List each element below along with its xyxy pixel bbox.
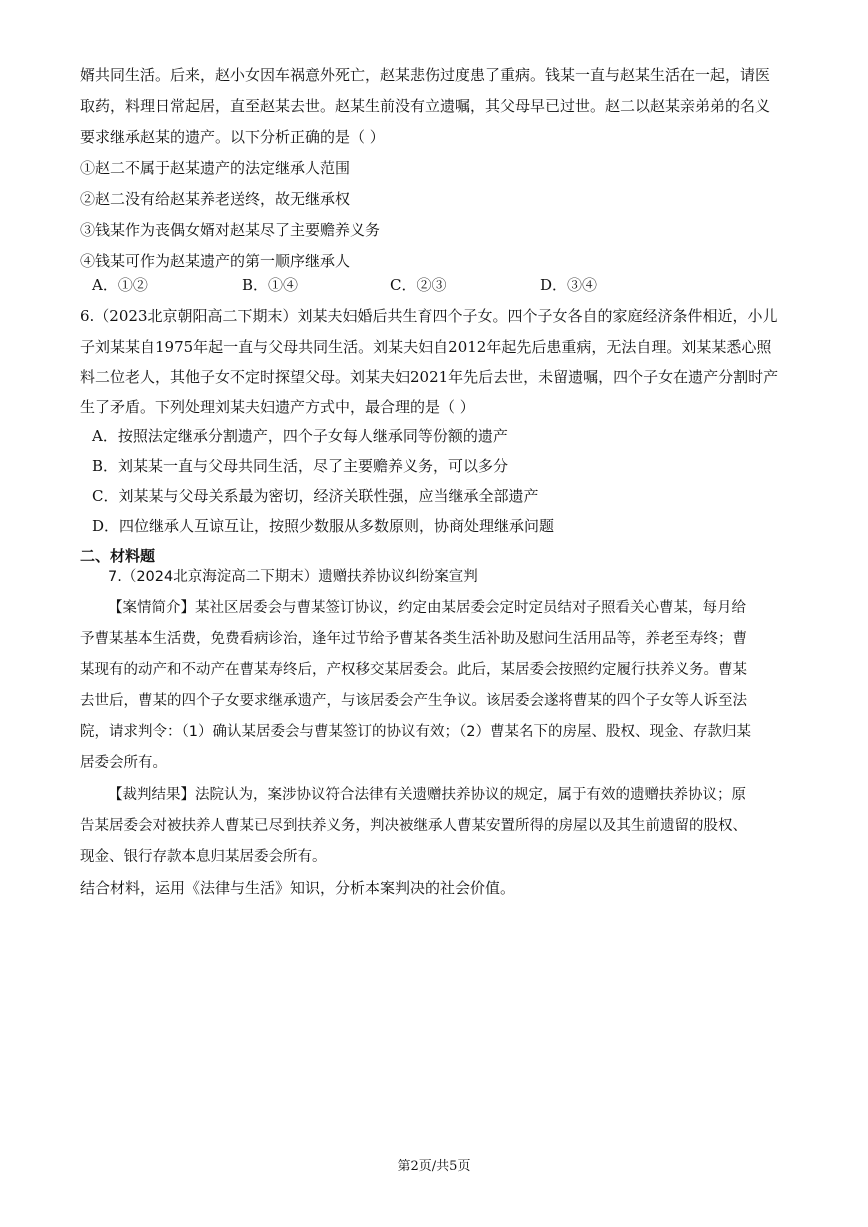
q7-para2-line-3: 现金、银行存款本息归某居委会所有。 xyxy=(80,849,327,865)
q5-option-a: A．①② xyxy=(92,276,148,294)
q6-option-d: D．四位继承人互谅互让，按照少数服从多数原则，协商处理继承问题 xyxy=(92,517,555,535)
q7-para1-line-4: 去世后，曹某的四个子女要求继承遗产，与该居委会产生争议。该居委会遂将曹某的四个子女等人诉至法 xyxy=(80,693,747,709)
q6-stem-line-3: 料二位老人，其他子女不定时探望父母。刘某夫妇2021年先后去世，未留遗嘱，四个子女在遗产分割时产 xyxy=(80,368,779,386)
q6-stem-line-4: 生了矛盾。下列处理刘某夫妇遗产方式中，最合理的是（ ） xyxy=(80,398,475,416)
q5-statement-1: ①赵二不属于赵某遗产的法定继承人范围 xyxy=(80,159,351,177)
q5-option-d: D．③④ xyxy=(540,276,598,294)
q7-para1-line-3: 某现有的动产和不动产在曹某寿终后，产权移交某居委会。此后，某居委会按照约定履行扶养义务。曹某 xyxy=(80,662,747,678)
q7-para2-line-2: 告某居委会对被扶养人曹某已尽到扶养义务，判决被继承人曹某安置所得的房屋以及其生前遗留的股权、 xyxy=(80,818,747,834)
q7-para1-line-5: 院，请求判令：（1）确认某居委会与曹某签订的协议有效；（2）曹某名下的房屋、股权、现金、存款归某 xyxy=(80,724,751,740)
q7-para2-line-1: 【裁判结果】法院认为，案涉协议符合法律有关遗赠扶养协议的规定，属于有效的遗赠扶养协议；原 xyxy=(108,787,746,803)
q6-option-a: A．按照法定继承分割遗产，四个子女每人继承同等份额的遗产 xyxy=(92,427,508,445)
q5-statement-4: ④钱某可作为赵某遗产的第一顺序继承人 xyxy=(80,252,351,270)
q5-stem-line-3: 要求继承赵某的遗产。以下分析正确的是（ ） xyxy=(80,128,385,146)
q5-option-c: C．②③ xyxy=(390,276,447,294)
q5-option-b: B．①④ xyxy=(242,276,299,294)
q7-question: 结合材料，运用《法律与生活》知识，分析本案判决的社会价值。 xyxy=(80,879,516,897)
q7-title: 7.（2024北京海淀高二下期末）遗赠扶养协议纠纷案宣判 xyxy=(108,569,478,585)
q6-option-c: C．刘某某与父母关系最为密切，经济关联性强，应当继承全部遗产 xyxy=(92,487,539,505)
q5-options xyxy=(92,270,597,300)
page-number: 第2页/共5页 xyxy=(397,1159,471,1174)
q5-statement-3: ③钱某作为丧偶女婿对赵某尽了主要赡养义务 xyxy=(80,221,381,239)
q7-para1-line-6: 居委会所有。 xyxy=(80,755,167,771)
q5-stem-line-1: 婿共同生活。后来，赵小女因车祸意外死亡，赵某悲伤过度患了重病。钱某一直与赵某生活在一起，请医 xyxy=(80,66,771,84)
q7-para1-line-2: 予曹某基本生活费，免费看病诊治，逢年过节给予曹某各类生活补助及慰问生活用品等，养老至寿终；曹 xyxy=(80,631,747,647)
section-heading: 二、材料题 xyxy=(80,547,156,565)
q7-para1-line-1: 【案情简介】某社区居委会与曹某签订协议，约定由某居委会定时定员结对子照看关心曹某，每月给 xyxy=(108,600,746,616)
q5-statement-2: ②赵二没有给赵某养老送终，故无继承权 xyxy=(80,190,351,208)
q6-stem-line-2: 子刘某某自1975年起一直与父母共同生活。刘某夫妇自2012年起先后患重病，无法自理。刘某某悉心照 xyxy=(80,338,772,356)
q5-stem-line-2: 取药，料理日常起居，直至赵某去世。赵某生前没有立遗嘱，其父母早已过世。赵二以赵某亲弟弟的名义 xyxy=(80,97,771,115)
q6-stem-line-1: 6.（2023北京朝阳高二下期末）刘某夫妇婚后共生育四个子女。四个子女各自的家庭经济条件相近，小儿 xyxy=(80,307,778,325)
q6-option-b: B．刘某某一直与父母共同生活，尽了主要赡养义务，可以多分 xyxy=(92,457,509,475)
